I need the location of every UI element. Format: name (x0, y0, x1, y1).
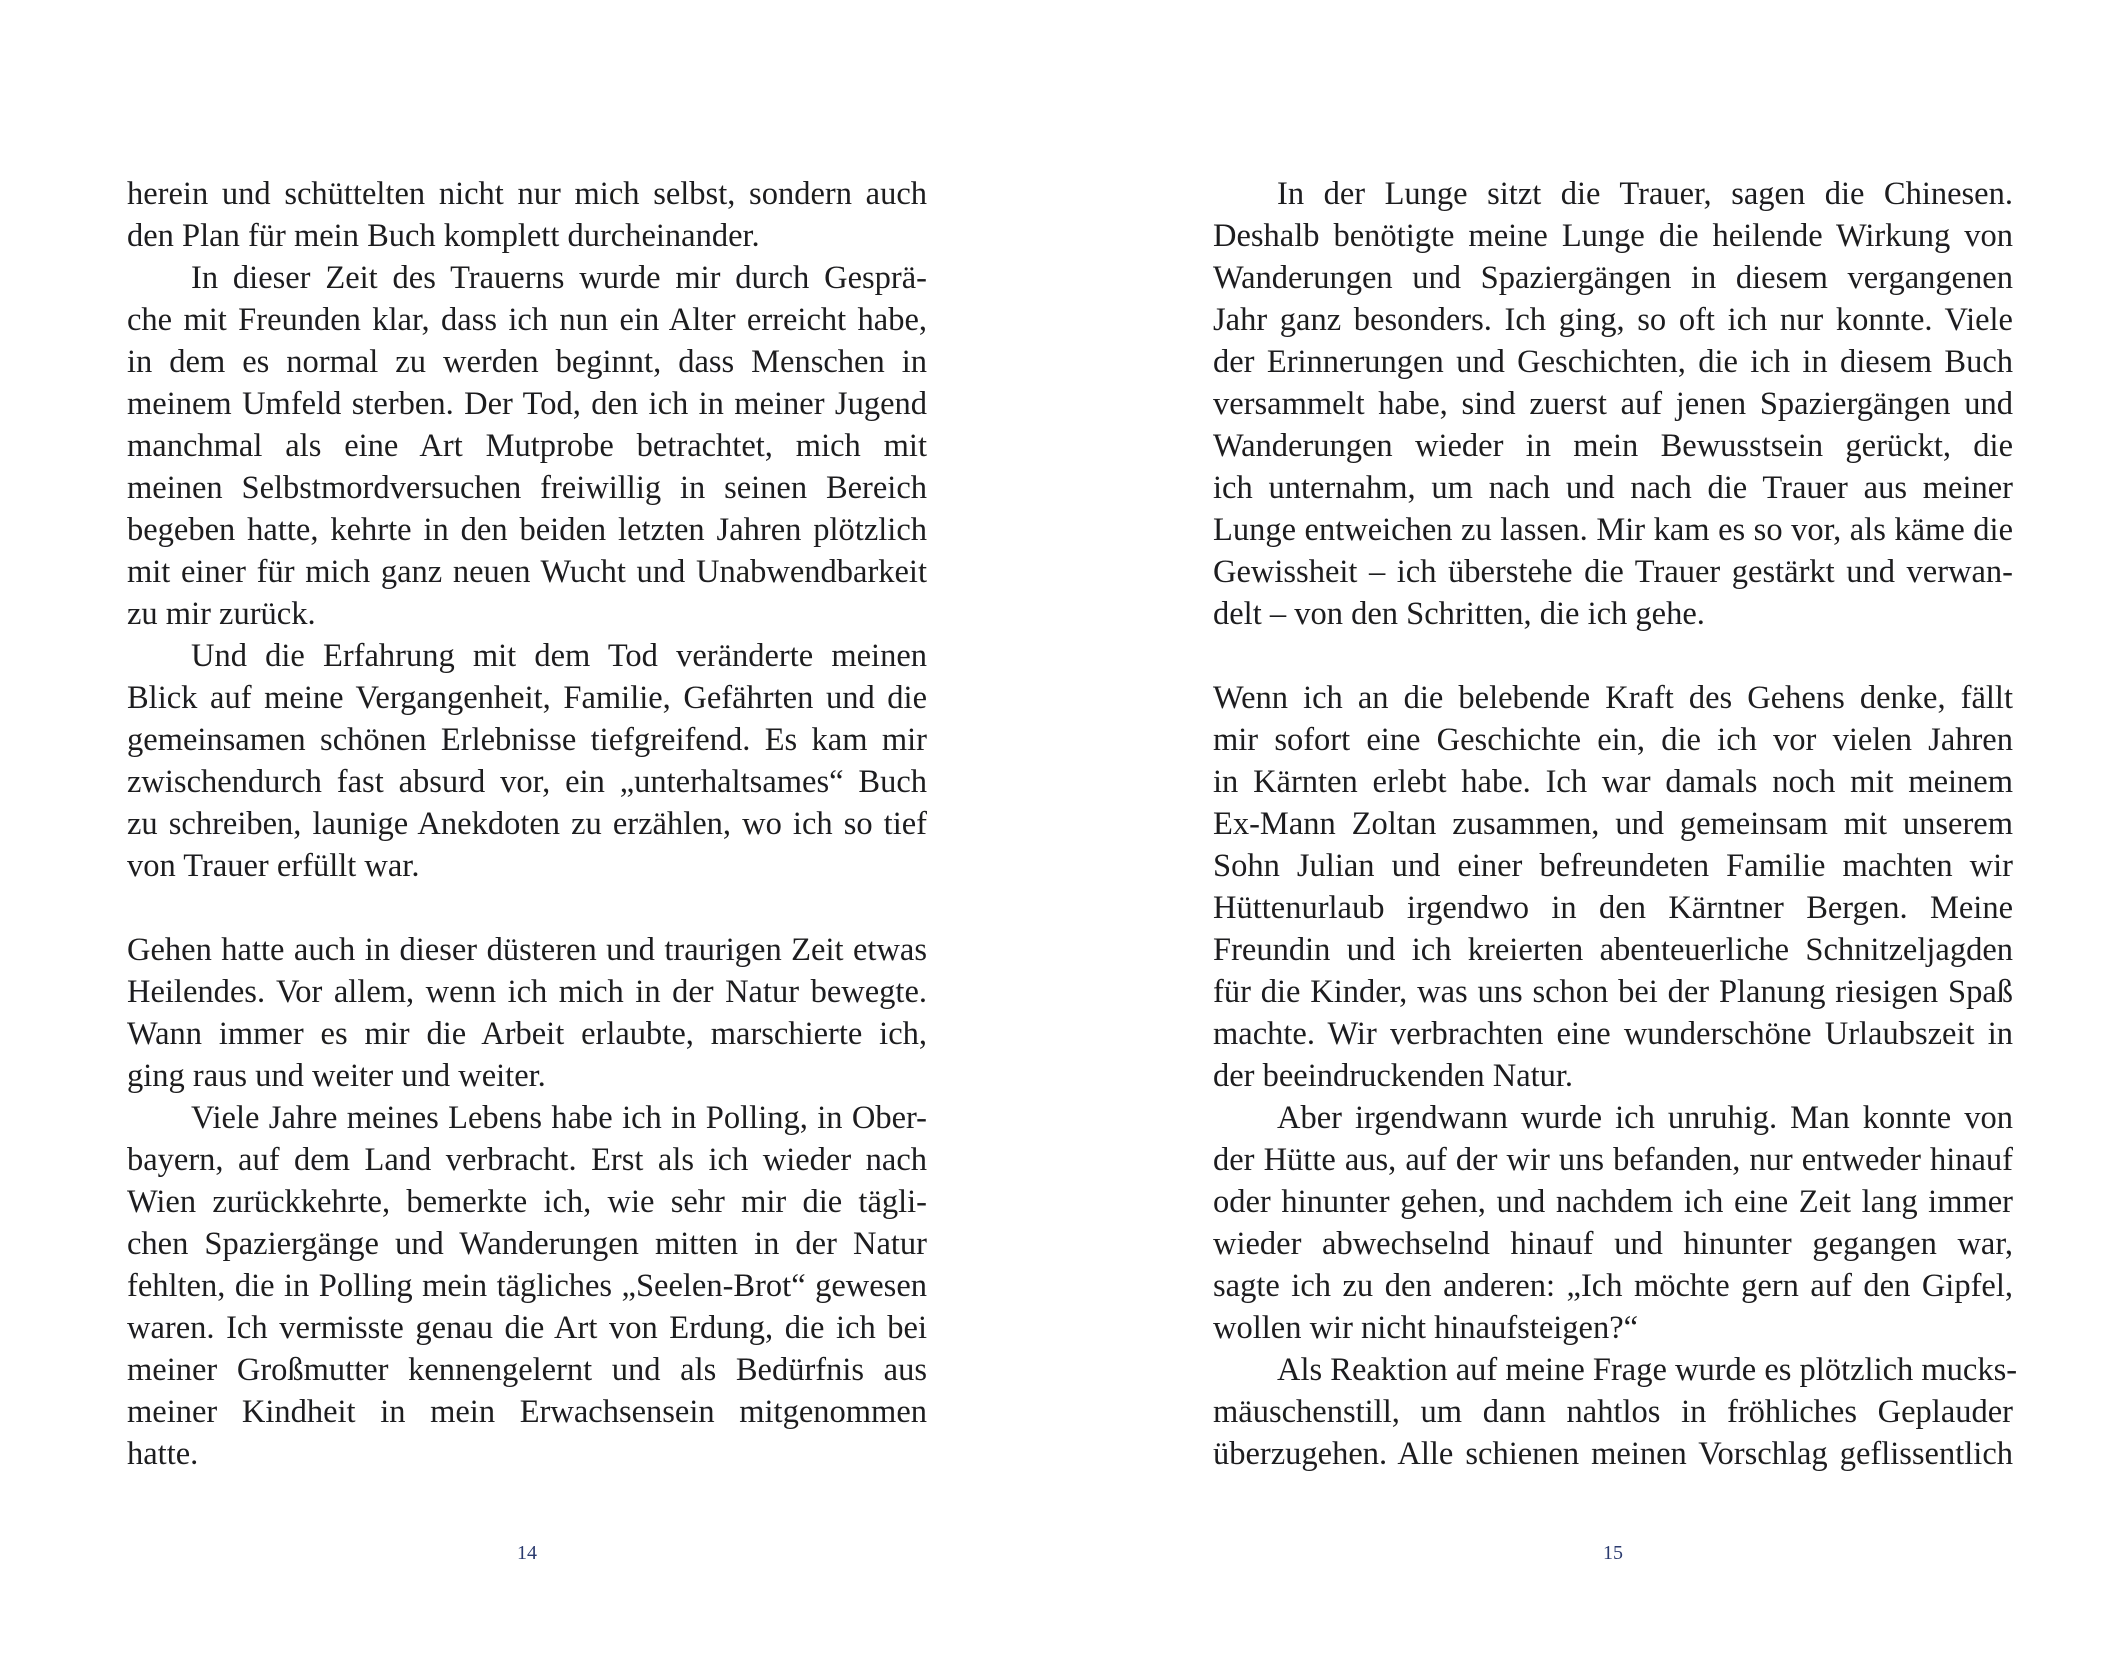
text-line: zu mir zurück. (127, 596, 316, 632)
text-line: für die Kinder, was uns schon bei der Planung riesigen Spaß (1213, 974, 2013, 1010)
text-line: in Kärnten erlebt habe. Ich war damals noch mit meinem (1213, 764, 2013, 800)
section-break (127, 887, 927, 929)
text-line: Blick auf meine Vergangenheit, Familie, Gefährten und die (127, 680, 927, 716)
text-line: Als Reaktion auf meine Frage wurde es plötzlich mucks- (1277, 1352, 2018, 1388)
right-page-text (1213, 173, 2018, 1475)
text-line: zu schreiben, launige Anekdoten zu erzählen, wo ich so tief (127, 806, 927, 842)
text-line: Und die Erfahrung mit dem Tod veränderte meinen (191, 638, 927, 674)
text-line: Wann immer es mir die Arbeit erlaubte, marschierte ich, (127, 1016, 927, 1052)
text-line: Wanderungen und Spaziergängen in diesem vergangenen (1213, 260, 2013, 296)
text-line: wollen wir nicht hinaufsteigen?“ (1213, 1310, 1639, 1346)
text-line: überzugehen. Alle schienen meinen Vorschlag geflissentlich (1213, 1436, 2013, 1472)
text-line: Viele Jahre meines Lebens habe ich in Polling, in Ober- (191, 1100, 927, 1136)
page-number: 14 (517, 1542, 537, 1564)
text-line: Aber irgendwann wurde ich unruhig. Man konnte von (1277, 1100, 2013, 1136)
text-line: begeben hatte, kehrte in den beiden letzten Jahren plötzlich (127, 512, 927, 548)
text-line: Heilendes. Vor allem, wenn ich mich in der Natur bewegte. (127, 974, 927, 1010)
text-line: chen Spaziergänge und Wanderungen mitten in der Natur (127, 1226, 927, 1262)
text-line: ich unternahm, um nach und nach die Trauer aus meiner (1213, 470, 2013, 506)
text-line: ging raus und weiter und weiter. (127, 1058, 546, 1094)
text-line: Gewissheit – ich überstehe die Trauer gestärkt und verwan- (1213, 554, 2013, 590)
text-line: versammelt habe, sind zuerst auf jenen Spaziergängen und (1213, 386, 2013, 422)
text-line: gemeinsamen schönen Erlebnisse tiefgreifend. Es kam mir (127, 722, 927, 758)
text-line: mir sofort eine Geschichte ein, die ich vor vielen Jahren (1213, 722, 2013, 758)
text-line: den Plan für mein Buch komplett durcheinander. (127, 218, 760, 254)
text-line: Hüttenurlaub irgendwo in den Kärntner Bergen. Meine (1213, 890, 2013, 926)
text-line: Wanderungen wieder in mein Bewusstsein gerückt, die (1213, 428, 2013, 464)
text-line: meiner Kindheit in mein Erwachsensein mitgenommen (127, 1394, 927, 1430)
text-line: Freundin und ich kreierten abenteuerliche Schnitzeljagden (1213, 932, 2013, 968)
text-line: hatte. (127, 1436, 199, 1472)
text-line: Jahr ganz besonders. Ich ging, so oft ich nur konnte. Viele (1213, 302, 2013, 338)
text-line: In dieser Zeit des Trauerns wurde mir durch Gesprä- (191, 260, 927, 296)
text-line: Sohn Julian und einer befreundeten Familie machten wir (1213, 848, 2013, 884)
text-line: Wenn ich an die belebende Kraft des Gehens denke, fällt (1213, 680, 2013, 716)
text-line: In der Lunge sitzt die Trauer, sagen die Chinesen. (1277, 176, 2013, 212)
text-line: Ex-Mann Zoltan zusammen, und gemeinsam mit unserem (1213, 806, 2013, 842)
text-line: fehlten, die in Polling mein tägliches „Seelen-Brot“ gewesen (127, 1268, 927, 1304)
text-line: manchmal als eine Art Mutprobe betrachtet, mich mit (127, 428, 927, 464)
text-line: che mit Freunden klar, dass ich nun ein Alter erreicht habe, (127, 302, 927, 338)
text-line: mäuschenstill, um dann nahtlos in fröhliches Geplauder (1213, 1394, 2013, 1430)
text-line: machte. Wir verbrachten eine wunderschöne Urlaubszeit in (1213, 1016, 2013, 1052)
text-line: zwischendurch fast absurd vor, ein „unterhaltsames“ Buch (127, 764, 927, 800)
text-line: meinem Umfeld sterben. Der Tod, den ich in meiner Jugend (127, 386, 927, 422)
text-line: bayern, auf dem Land verbracht. Erst als ich wieder nach (127, 1142, 927, 1178)
text-line: mit einer für mich ganz neuen Wucht und Unabwendbarkeit (127, 554, 927, 590)
text-line: der Hütte aus, auf der wir uns befanden, nur entweder hinauf (1213, 1142, 2013, 1178)
text-line: von Trauer erfüllt war. (127, 848, 420, 884)
text-line: der Erinnerungen und Geschichten, die ich in diesem Buch (1213, 344, 2013, 380)
text-line: Wien zurückkehrte, bemerkte ich, wie sehr mir die tägli- (127, 1184, 927, 1220)
text-line: meiner Großmutter kennengelernt und als Bedürfnis aus (127, 1352, 927, 1388)
text-line: in dem es normal zu werden beginnt, dass Menschen in (127, 344, 927, 380)
text-line: Lunge entweichen zu lassen. Mir kam es so vor, als käme die (1213, 512, 2013, 548)
text-line: sagte ich zu den anderen: „Ich möchte gern auf den Gipfel, (1213, 1268, 2013, 1304)
page-number: 15 (1603, 1542, 1623, 1564)
text-line: delt – von den Schritten, die ich gehe. (1213, 596, 1705, 632)
text-line: meinen Selbstmordversuchen freiwillig in seinen Bereich (127, 470, 927, 506)
section-break (1213, 635, 2013, 677)
text-line: Gehen hatte auch in dieser düsteren und traurigen Zeit etwas (127, 932, 927, 968)
text-line: oder hinunter gehen, und nachdem ich eine Zeit lang immer (1213, 1184, 2013, 1220)
text-line: Deshalb benötigte meine Lunge die heilende Wirkung von (1213, 218, 2013, 254)
text-line: wieder abwechselnd hinauf und hinunter gegangen war, (1213, 1226, 2013, 1262)
text-line: der beeindruckenden Natur. (1213, 1058, 1574, 1094)
text-line: herein und schüttelten nicht nur mich selbst, sondern auch (127, 176, 927, 212)
right-page (1063, 0, 2126, 1654)
left-page-text (127, 173, 927, 1475)
text-line: waren. Ich vermisste genau die Art von Erdung, die ich bei (127, 1310, 927, 1346)
